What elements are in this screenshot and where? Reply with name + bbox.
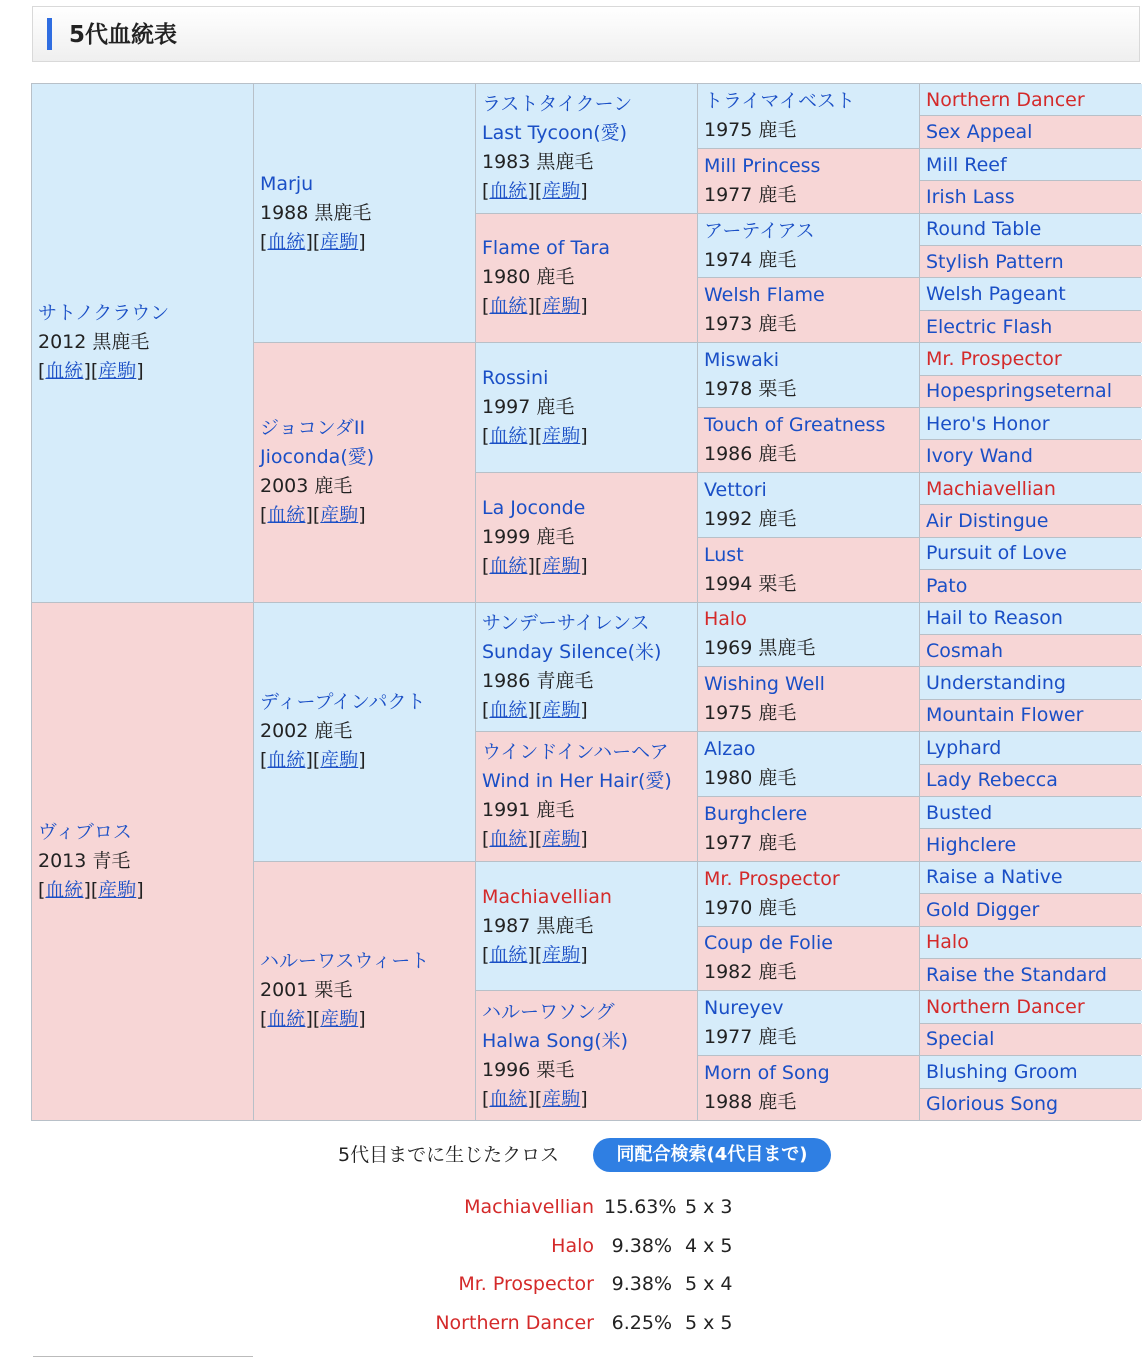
bracket: ]: [580, 295, 588, 318]
pedigree-cell-gen4: [698, 278, 919, 342]
horse-birth-info: 1988 鹿毛: [704, 1091, 797, 1114]
pedigree-cell-gen5: [920, 991, 1142, 1022]
horse-links: [38, 876, 247, 905]
bracket: ]: [580, 943, 588, 966]
pedigree-cell-gen5: [920, 505, 1142, 536]
pedigree-cell-gen5: [920, 1024, 1142, 1055]
horse-name-link[interactable]: ジョコンダII: [260, 417, 366, 440]
horse-name-link[interactable]: Vettori: [704, 478, 767, 501]
horse-birth-info: 1991 鹿毛: [482, 799, 575, 822]
pedigree-cell-gen5: [920, 343, 1142, 374]
bracket: ]: [580, 425, 588, 448]
horse-name-link[interactable]: Electric Flash: [926, 315, 1053, 338]
bracket: [: [260, 230, 268, 253]
horse-links: [260, 1005, 469, 1034]
horse-links: [482, 177, 691, 206]
horse-links: [482, 1085, 691, 1114]
horse-name-link[interactable]: Pato: [926, 574, 968, 597]
cross-row: [0, 1192, 1144, 1222]
horse-name-link[interactable]: Mill Reef: [926, 153, 1007, 176]
horse-name-link[interactable]: Mountain Flower: [926, 704, 1084, 727]
horse-name-link[interactable]: Miswaki: [704, 349, 780, 372]
horse-name-link[interactable]: Gold Digger: [926, 898, 1040, 921]
bracket: ][: [527, 698, 543, 721]
pedigree-link[interactable]: 血統: [489, 1087, 528, 1110]
horse-name-link[interactable]: Welsh Pageant: [926, 283, 1066, 306]
horse-name-link[interactable]: Pursuit of Love: [926, 542, 1067, 565]
offspring-link[interactable]: 産駒: [542, 180, 581, 203]
horse-name-link[interactable]: Raise the Standard: [926, 963, 1107, 986]
bracket: ][: [305, 1008, 321, 1031]
horse-birth-info: 1988 黒鹿毛: [260, 201, 372, 224]
horse-birth-info: 1994 栗毛: [704, 572, 797, 595]
bracket: [: [260, 749, 268, 772]
pedigree-cell-gen5: [920, 473, 1142, 504]
horse-name-link[interactable]: Sunday Silence(米): [482, 640, 662, 663]
pedigree-link[interactable]: 血統: [267, 504, 306, 527]
bracket: ]: [580, 1087, 588, 1110]
cross-row: [0, 1269, 1144, 1299]
bracket: ][: [305, 749, 321, 772]
horse-birth-info: 2002 鹿毛: [260, 720, 353, 743]
offspring-link[interactable]: 産駒: [98, 878, 137, 901]
pedigree-cell-gen3: [476, 343, 697, 472]
pedigree-cell-gen3: [476, 732, 697, 861]
pedigree-link[interactable]: 血統: [45, 878, 84, 901]
bracket: ][: [305, 504, 321, 527]
pedigree-cell-gen4: [698, 214, 919, 278]
pedigree-cell-gen5: [920, 1056, 1142, 1087]
bracket: [: [38, 878, 46, 901]
horse-links: [260, 228, 469, 257]
horse-birth-info: 1975 鹿毛: [704, 118, 797, 141]
bracket: [: [482, 180, 490, 203]
pedigree-cell-gen5: [920, 311, 1142, 342]
horse-birth-info: 1980 鹿毛: [482, 266, 575, 289]
horse-name-link[interactable]: Coup de Folie: [704, 932, 833, 955]
horse-name-link[interactable]: Halo: [926, 931, 969, 954]
pedigree-cell-gen4: [698, 732, 919, 796]
pedigree-cell-gen4: [698, 927, 919, 991]
horse-name-link[interactable]: Halo: [704, 608, 747, 631]
offspring-link[interactable]: 産駒: [542, 554, 581, 577]
section-header: [32, 6, 1140, 62]
pedigree-cell-gen5: [920, 700, 1142, 731]
pedigree-cell-gen2: [254, 862, 475, 1120]
offspring-link[interactable]: 産駒: [320, 749, 359, 772]
pedigree-cell-gen3: [476, 603, 697, 732]
horse-birth-info: 1974 鹿毛: [704, 248, 797, 271]
horse-name-link[interactable]: ハルーワソング: [482, 1000, 615, 1023]
pedigree-link[interactable]: 血統: [267, 749, 306, 772]
pedigree-cell-gen5: [920, 765, 1142, 796]
horse-name-link[interactable]: Flame of Tara: [482, 237, 610, 260]
horse-name-link[interactable]: Morn of Song: [704, 1062, 830, 1085]
pedigree-cell-gen1: [32, 84, 253, 602]
pedigree-cell-gen5: [920, 927, 1142, 958]
pedigree-cell-gen5: [920, 116, 1142, 147]
pedigree-cell-gen5: [920, 603, 1142, 634]
horse-name-link[interactable]: ヴィブロス: [38, 820, 132, 843]
bracket: [: [482, 554, 490, 577]
horse-birth-info: 1987 黒鹿毛: [482, 914, 594, 937]
pedigree-link[interactable]: 血統: [267, 1008, 306, 1031]
horse-birth-info: 1999 鹿毛: [482, 525, 575, 548]
pedigree-cell-gen4: [698, 149, 919, 213]
horse-name-link[interactable]: Wind in Her Hair(愛): [482, 770, 672, 793]
pedigree-link[interactable]: 血統: [489, 180, 528, 203]
pedigree-cell-gen5: [920, 538, 1142, 569]
horse-birth-info: 1986 青鹿毛: [482, 669, 594, 692]
horse-birth-info: 1973 鹿毛: [704, 313, 797, 336]
horse-name-link[interactable]: Machiavellian: [926, 477, 1056, 500]
horse-name-link[interactable]: Irish Lass: [926, 185, 1015, 208]
pedigree-link[interactable]: 血統: [489, 943, 528, 966]
horse-name-link[interactable]: Ivory Wand: [926, 445, 1033, 468]
offspring-link[interactable]: 産駒: [542, 828, 581, 851]
bracket: ]: [358, 1008, 366, 1031]
horse-name-link[interactable]: Northern Dancer: [926, 996, 1085, 1019]
pedigree-link[interactable]: 血統: [489, 554, 528, 577]
similar-breeding-search-button[interactable]: 同配合検索(4代目まで): [593, 1138, 831, 1172]
cross-percent: 9.38%: [611, 1273, 672, 1296]
offspring-link[interactable]: 産駒: [320, 504, 359, 527]
horse-birth-info: 1983 黒鹿毛: [482, 151, 594, 174]
bracket: ][: [527, 180, 543, 203]
pedigree-link[interactable]: 血統: [45, 360, 84, 383]
pedigree-cell-gen4: [698, 84, 919, 148]
bracket: ][: [527, 1087, 543, 1110]
bracket: ]: [580, 828, 588, 851]
horse-birth-info: 2003 鹿毛: [260, 475, 353, 498]
bracket: ][: [527, 295, 543, 318]
horse-name-link[interactable]: Burghclere: [704, 802, 808, 825]
cross-section: [0, 1130, 1144, 1360]
horse-birth-info: 2001 栗毛: [260, 979, 353, 1002]
bracket: ][: [527, 425, 543, 448]
horse-name-link[interactable]: Blushing Groom: [926, 1060, 1078, 1083]
bracket: ]: [136, 878, 144, 901]
pedigree-link[interactable]: 血統: [267, 230, 306, 253]
pedigree-cell-gen4: [698, 667, 919, 731]
cross-generation: 5 x 5: [685, 1312, 733, 1335]
horse-name-link[interactable]: Stylish Pattern: [926, 250, 1064, 273]
pedigree-cell-gen3: [476, 862, 697, 991]
pedigree-link[interactable]: 血統: [489, 425, 528, 448]
bracket: ]: [358, 504, 366, 527]
bracket: [: [260, 504, 268, 527]
horse-name-link[interactable]: La Joconde: [482, 496, 586, 519]
horse-links: [482, 696, 691, 725]
horse-name-link[interactable]: Hero's Honor: [926, 412, 1050, 435]
pedigree-cell-gen4: [698, 1056, 919, 1120]
pedigree-cell-gen4: [698, 603, 919, 667]
horse-birth-info: 1980 鹿毛: [704, 767, 797, 790]
pedigree-cell-gen4: [698, 797, 919, 861]
bracket: [: [482, 1087, 490, 1110]
horse-birth-info: 1975 鹿毛: [704, 702, 797, 725]
pedigree-cell-gen2: [254, 343, 475, 601]
offspring-link[interactable]: 産駒: [542, 943, 581, 966]
horse-name-link[interactable]: Marju: [260, 172, 314, 195]
cross-row: [0, 1231, 1144, 1261]
horse-name-link[interactable]: Lady Rebecca: [926, 769, 1058, 792]
offspring-link[interactable]: 産駒: [542, 295, 581, 318]
pedigree-cell-gen5: [920, 732, 1142, 763]
horse-name-link[interactable]: Glorious Song: [926, 1093, 1059, 1116]
horse-name-link[interactable]: Hopespringseternal: [926, 380, 1112, 403]
bracket: [: [482, 425, 490, 448]
horse-links: [482, 292, 691, 321]
horse-name-link[interactable]: Jioconda(愛): [260, 446, 375, 469]
cross-row: [0, 1308, 1144, 1338]
cross-percent: 6.25%: [611, 1312, 672, 1335]
pedigree-cell-gen4: [698, 408, 919, 472]
bracket: ]: [136, 360, 144, 383]
cross-percent: 9.38%: [611, 1234, 672, 1257]
horse-links: [260, 746, 469, 775]
horse-birth-info: 1986 鹿毛: [704, 442, 797, 465]
horse-birth-info: 1977 鹿毛: [704, 183, 797, 206]
bracket: ]: [358, 749, 366, 772]
horse-name-link[interactable]: サトノクラウン: [38, 302, 170, 325]
pedigree-cell-gen3: [476, 473, 697, 602]
horse-birth-info: 1978 栗毛: [704, 378, 797, 401]
horse-name-link[interactable]: Machiavellian: [482, 885, 612, 908]
pedigree-cell-gen5: [920, 440, 1142, 471]
pedigree-cell-gen5: [920, 181, 1142, 212]
horse-birth-info: 1982 鹿毛: [704, 961, 797, 984]
bracket: ][: [83, 878, 99, 901]
bracket: [: [482, 698, 490, 721]
bracket: ][: [305, 230, 321, 253]
horse-name-link[interactable]: Mill Princess: [704, 154, 821, 177]
pedigree-cell-gen4: [698, 343, 919, 407]
pedigree-cell-gen5: [920, 84, 1142, 115]
horse-name-link[interactable]: アーテイアス: [704, 219, 815, 242]
cross-horse-name[interactable]: Northern Dancer: [435, 1312, 594, 1335]
offspring-link[interactable]: 産駒: [98, 360, 137, 383]
horse-name-link[interactable]: Air Distingue: [926, 509, 1049, 532]
pedigree-cell-gen5: [920, 635, 1142, 666]
pedigree-cell-gen4: [698, 862, 919, 926]
cross-heading: 5代目までに生じたクロス: [338, 1144, 560, 1166]
horse-name-link[interactable]: Mr. Prospector: [704, 867, 840, 890]
pedigree-link[interactable]: 血統: [489, 698, 528, 721]
pedigree-cell-gen5: [920, 667, 1142, 698]
horse-name-link[interactable]: Last Tycoon(愛): [482, 122, 628, 145]
cross-generation: 4 x 5: [685, 1234, 733, 1257]
pedigree-cell-gen5: [920, 797, 1142, 828]
horse-name-link[interactable]: Sex Appeal: [926, 121, 1033, 144]
horse-name-link[interactable]: Cosmah: [926, 639, 1003, 662]
bracket: ][: [83, 360, 99, 383]
horse-name-link[interactable]: サンデーサイレンス: [482, 611, 650, 634]
divider: [33, 1356, 253, 1357]
pedigree-cell-gen5: [920, 959, 1142, 990]
horse-links: [482, 941, 691, 970]
section-accent-bar: [47, 18, 52, 50]
pedigree-cell-gen2: [254, 84, 475, 342]
horse-name-link[interactable]: Hail to Reason: [926, 607, 1063, 630]
horse-name-link[interactable]: Lust: [704, 543, 744, 566]
pedigree-cell-gen5: [920, 894, 1142, 925]
horse-links: [260, 501, 469, 530]
horse-birth-info: 2013 青毛: [38, 849, 131, 872]
pedigree-cell-gen5: [920, 376, 1142, 407]
pedigree-cell-gen1: [32, 603, 253, 1121]
horse-birth-info: 1992 鹿毛: [704, 507, 797, 530]
cross-horse-name[interactable]: Mr. Prospector: [458, 1273, 594, 1296]
pedigree-cell-gen5: [920, 246, 1142, 277]
pedigree-cell-gen5: [920, 408, 1142, 439]
cross-horse-name[interactable]: Machiavellian: [464, 1196, 594, 1218]
pedigree-cell-gen5: [920, 149, 1142, 180]
section-title: 5代血統表: [69, 22, 178, 48]
horse-name-link[interactable]: Alzao: [704, 738, 756, 761]
horse-name-link[interactable]: ディープインパクト: [260, 691, 426, 714]
horse-birth-info: 1970 鹿毛: [704, 896, 797, 919]
bracket: [: [482, 943, 490, 966]
horse-name-link[interactable]: Halwa Song(米): [482, 1029, 629, 1052]
horse-name-link[interactable]: トライマイベスト: [704, 89, 856, 112]
horse-birth-info: 1977 鹿毛: [704, 1026, 797, 1049]
horse-birth-info: 2012 黒鹿毛: [38, 331, 150, 354]
horse-name-link[interactable]: ウインドインハーヘア: [482, 741, 669, 764]
horse-name-link[interactable]: Welsh Flame: [704, 284, 825, 307]
horse-birth-info: 1997 鹿毛: [482, 396, 575, 419]
bracket: ][: [527, 828, 543, 851]
bracket: ]: [358, 230, 366, 253]
pedigree-cell-gen5: [920, 829, 1142, 860]
bracket: ]: [580, 554, 588, 577]
offspring-link[interactable]: 産駒: [320, 1008, 359, 1031]
pedigree-cell-gen5: [920, 862, 1142, 893]
pedigree-cell-gen4: [698, 473, 919, 537]
pedigree-cell-gen5: [920, 1089, 1142, 1120]
pedigree-link[interactable]: 血統: [489, 828, 528, 851]
horse-name-link[interactable]: Highclere: [926, 834, 1017, 857]
horse-name-link[interactable]: Understanding: [926, 672, 1066, 695]
horse-name-link[interactable]: Special: [926, 1028, 995, 1051]
pedigree-cell-gen5: [920, 278, 1142, 309]
pedigree-cell-gen2: [254, 603, 475, 861]
pedigree-cell-gen5: [920, 214, 1142, 245]
horse-name-link[interactable]: Lyphard: [926, 736, 1002, 759]
offspring-link[interactable]: 産駒: [320, 230, 359, 253]
pedigree-link[interactable]: 血統: [489, 295, 528, 318]
horse-name-link[interactable]: Nureyev: [704, 997, 784, 1020]
pedigree-table: [31, 83, 1141, 1121]
horse-name-link[interactable]: Raise a Native: [926, 866, 1063, 889]
horse-links: [482, 552, 691, 581]
horse-birth-info: 1996 栗毛: [482, 1058, 575, 1081]
bracket: ]: [580, 180, 588, 203]
horse-name-link[interactable]: Mr. Prospector: [926, 347, 1062, 370]
horse-name-link[interactable]: Wishing Well: [704, 673, 825, 696]
offspring-link[interactable]: 産駒: [542, 425, 581, 448]
horse-birth-info: 1977 鹿毛: [704, 831, 797, 854]
cross-horse-name[interactable]: Halo: [551, 1234, 594, 1257]
pedigree-cell-gen3: [476, 991, 697, 1120]
bracket: [: [38, 360, 46, 383]
horse-birth-info: 1969 黒鹿毛: [704, 637, 816, 660]
horse-links: [38, 357, 247, 386]
horse-name-link[interactable]: Busted: [926, 801, 993, 824]
horse-name-link[interactable]: Northern Dancer: [926, 88, 1085, 111]
pedigree-cell-gen4: [698, 538, 919, 602]
cross-generation: 5 x 4: [685, 1273, 733, 1296]
horse-name-link[interactable]: ハルーワスウィート: [260, 950, 430, 973]
offspring-link[interactable]: 産駒: [542, 698, 581, 721]
bracket: [: [260, 1008, 268, 1031]
horse-name-link[interactable]: Round Table: [926, 218, 1042, 241]
pedigree-cell-gen4: [698, 991, 919, 1055]
horse-name-link[interactable]: Touch of Greatness: [704, 413, 886, 436]
horse-links: [482, 825, 691, 854]
horse-name-link[interactable]: ラストタイクーン: [482, 93, 633, 116]
cross-percent: 15.63%: [604, 1196, 677, 1218]
pedigree-cell-gen5: [920, 570, 1142, 601]
pedigree-cell-gen3: [476, 84, 697, 213]
bracket: [: [482, 295, 490, 318]
cross-generation: 5 x 3: [685, 1196, 733, 1218]
offspring-link[interactable]: 産駒: [542, 1087, 581, 1110]
bracket: ]: [580, 698, 588, 721]
bracket: [: [482, 828, 490, 851]
bracket: ][: [527, 554, 543, 577]
pedigree-cell-gen3: [476, 214, 697, 343]
bracket: ][: [527, 943, 543, 966]
horse-name-link[interactable]: Rossini: [482, 367, 549, 390]
horse-links: [482, 422, 691, 451]
